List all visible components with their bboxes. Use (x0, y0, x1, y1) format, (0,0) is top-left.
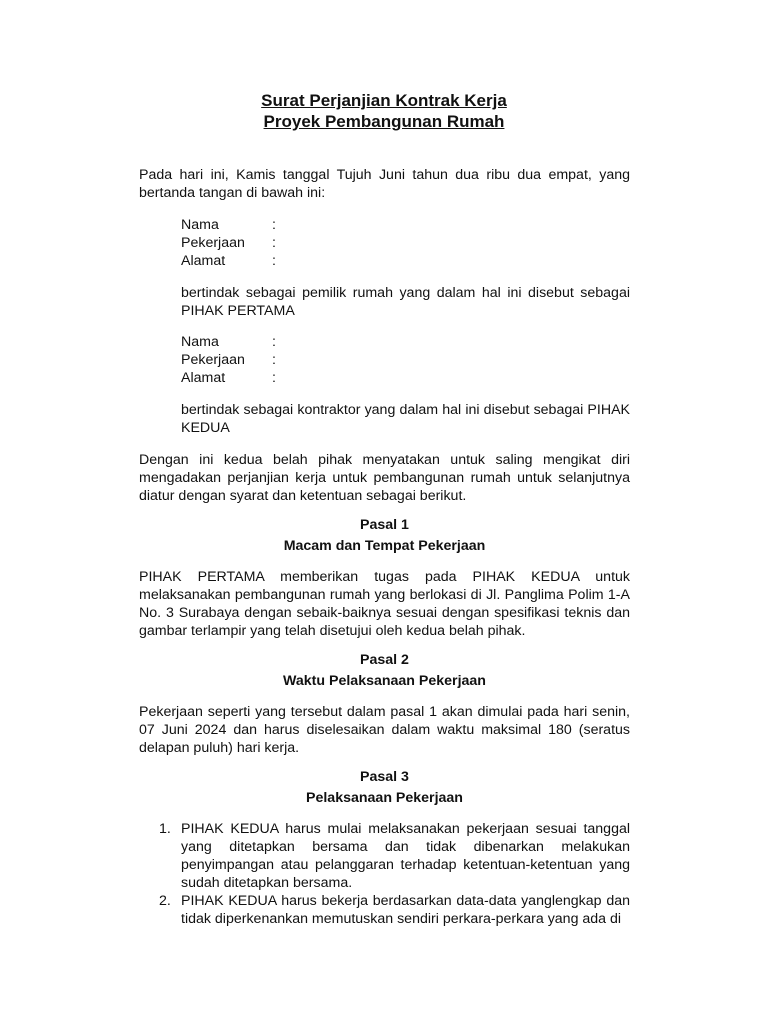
party2-name-row (181, 333, 630, 351)
party2-address-row (181, 369, 630, 387)
list-item-number: 2. (159, 893, 171, 909)
field-colon: : (272, 253, 276, 269)
title-line-2: Proyek Pembangunan Rumah (263, 112, 505, 131)
field-label: Pekerjaan (181, 235, 245, 251)
party2-role: bertindak sebagai kontraktor yang dalam hal ini disebut sebagai PIHAK KEDUA (181, 402, 630, 436)
pasal2-number: Pasal 2 (360, 652, 409, 668)
list-item-text: PIHAK KEDUA harus bekerja berdasarkan data-data yanglengkap dan tidak diperkenankan memutuskan sendiri perkara-perkara yang ada di (181, 893, 630, 927)
pasal1-heading (139, 515, 630, 557)
field-colon: : (272, 370, 276, 386)
field-colon: : (272, 352, 276, 368)
field-colon: : (272, 334, 276, 350)
party2-fields (139, 333, 630, 387)
party1-job-row (181, 234, 630, 252)
field-label: Alamat (181, 253, 226, 269)
party1-address-row (181, 252, 630, 270)
pasal1-number: Pasal 1 (360, 517, 409, 533)
party1-fields (139, 216, 630, 270)
pasal1-title: Macam dan Tempat Pekerjaan (283, 538, 486, 554)
title-line-1: Surat Perjanjian Kontrak Kerja (261, 91, 507, 110)
field-label: Alamat (181, 370, 226, 386)
pasal3-number: Pasal 3 (360, 769, 409, 785)
pasal2-title: Waktu Pelaksanaan Pekerjaan (283, 673, 486, 689)
agreement-paragraph: Dengan ini kedua belah pihak menyatakan untuk saling mengikat diri mengadakan perjanjian kerja untuk pembangunan rumah untuk selanjutnya diatur dengan syarat dan ketentuan sebagai berikut. (139, 452, 630, 504)
field-label: Pekerjaan (181, 352, 245, 368)
opening-paragraph: Pada hari ini, Kamis tanggal Tujuh Juni tahun dua ribu dua empat, yang bertanda tangan di bawah ini: (139, 167, 630, 201)
document-title (0, 90, 768, 132)
field-label: Nama (181, 217, 219, 233)
pasal2-text: Pekerjaan seperti yang tersebut dalam pasal 1 akan dimulai pada hari senin, 07 Juni 2024 dan harus diselesaikan dalam waktu maksimal 180 (seratus delapan puluh) hari kerja. (139, 704, 630, 756)
pasal2-section (139, 703, 630, 757)
pasal3-section (139, 820, 630, 928)
list-item (139, 820, 630, 892)
party2-role-section (139, 401, 630, 437)
pasal3-heading (139, 767, 630, 809)
party2-job-row (181, 351, 630, 369)
list-item (139, 892, 630, 928)
pasal3-title: Pelaksanaan Pekerjaan (306, 790, 463, 806)
pasal3-list (139, 820, 630, 928)
party1-role: bertindak sebagai pemilik rumah yang dalam hal ini disebut sebagai PIHAK PERTAMA (181, 285, 630, 319)
field-label: Nama (181, 334, 219, 350)
pasal1-text: PIHAK PERTAMA memberikan tugas pada PIHAK KEDUA untuk melaksanakan pembangunan rumah yang berlokasi di Jl. Panglima Polim 1-A No. 3 Surabaya dengan sebaik-baiknya sesuai dengan spesifikasi teknis dan gambar terlampir yang telah disetujui oleh kedua belah pihak. (139, 569, 630, 639)
opening-section (139, 166, 630, 202)
pasal1-section (139, 568, 630, 640)
party1-role-section (139, 284, 630, 320)
agreement-section (139, 451, 630, 505)
list-item-number: 1. (159, 821, 171, 837)
field-colon: : (272, 217, 276, 233)
pasal2-heading (139, 650, 630, 692)
list-item-text: PIHAK KEDUA harus mulai melaksanakan pekerjaan sesuai tanggal yang ditetapkan bersama dan tidak dibenarkan melakukan penyimpangan atau pelanggaran terhadap ketentuan-ketentuan yang sudah ditetapkan bersama. (181, 821, 630, 891)
field-colon: : (272, 235, 276, 251)
party1-name-row (181, 216, 630, 234)
